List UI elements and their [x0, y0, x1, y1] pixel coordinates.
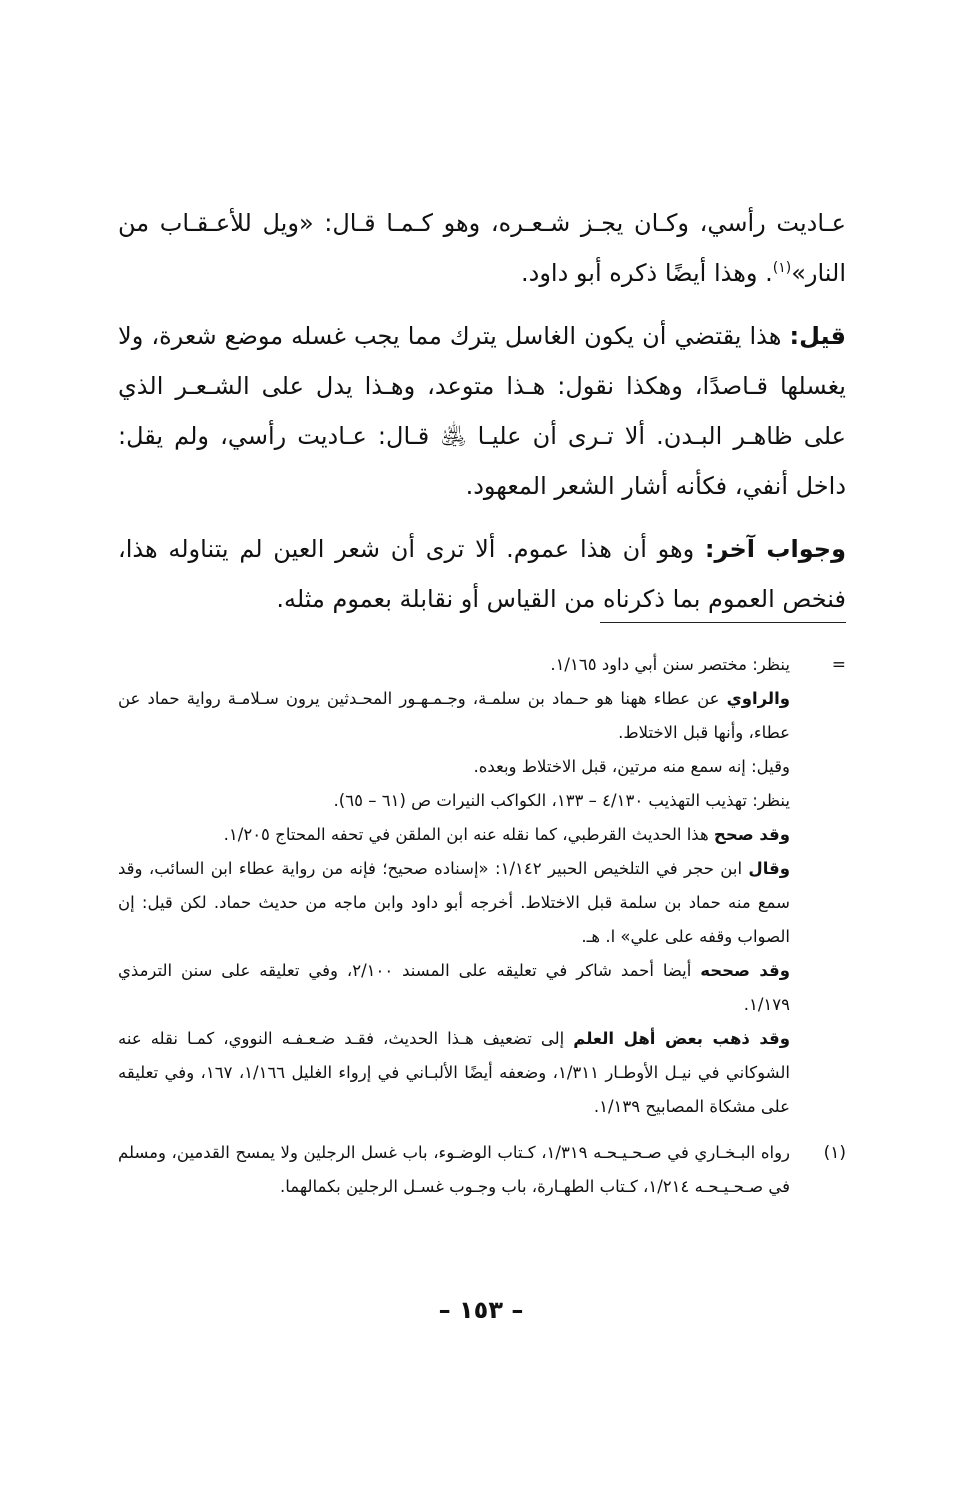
- footnote-line: [118, 818, 790, 852]
- footnote-line-lead: وقال: [748, 859, 790, 878]
- paragraph-1: [118, 198, 846, 298]
- paragraph-2: [118, 311, 846, 511]
- footnote-line: [118, 954, 790, 1022]
- paragraph-1-text: عـاديت رأسي، وكـان يجـز شـعـره، وهو كـمـا قـال: «ويل للأعـقـاب من النار»: [118, 209, 846, 287]
- paragraph-2-lead: قيل:: [789, 322, 846, 350]
- footnote-line: [118, 1022, 790, 1124]
- footnote-line-text: ابن حجر في التلخيص الحبير ١/١٤٢: «إسناده صحيح؛ فإنه من رواية عطاء ابن السائب، وقد سمع منه حماد بن سلمة قبل الاختلاط. أخرجه أبو داود وابن ماجه من حديث حماد. لكن قيل: إن الصواب وقفه على علي» ا. هـ.: [118, 859, 790, 946]
- footnote-line-lead: وقد ذهب بعض أهل العلم: [573, 1029, 790, 1048]
- footnote-line-text: ينظر: تهذيب التهذيب ٤/١٣٠ – ١٣٣، الكواكب النيرات ص (٦١ – ٦٥).: [333, 791, 790, 810]
- footnote-line-lead: وقد صححه: [700, 961, 790, 980]
- paragraph-3-lead: وجواب آخر:: [704, 535, 847, 563]
- footnote-line-lead: والراوي: [726, 689, 790, 708]
- paragraph-1-tail: . وهذا أيضًا ذكره أبو داود.: [521, 259, 773, 287]
- continuation-body: [118, 648, 790, 1124]
- footnote-line-text: أيضا أحمد شاكر في تعليقه على المسند ٢/١٠٠، وفي تعليقه على سنن الترمذي ١/١٧٩.: [118, 961, 790, 1014]
- footnote-line-text: هذا الحديث القرطبي، كما نقله عنه ابن الملقن في تحفه المحتاج ١/٢٠٥.: [223, 825, 714, 844]
- footnote-line-text: إلى تضعيف هـذا الحديث، فقـد ضـعـفـه النووي، كمـا نقله عنه الشوكاني في نيـل الأوطـار ١/٣١١، وضعفه أيضًا الألبـاني في إرواء الغليل ١/١٦٦، ١٦٧، وفي تعليقه على مشكاة المصابيح ١/١٣٩.: [118, 1029, 790, 1116]
- footnote-continuation: [118, 648, 846, 1124]
- footnote-ref-1[interactable]: (١): [772, 260, 792, 276]
- footnote-line: [118, 648, 790, 682]
- main-text: [118, 198, 846, 637]
- footnote-1-body: [118, 1136, 790, 1204]
- footnote-1: [118, 1136, 846, 1204]
- paragraph-3: [118, 524, 846, 624]
- footnote-1-marker: (١): [823, 1143, 846, 1163]
- footnote-separator: [600, 622, 846, 623]
- footnote-line-text: وقيل: إنه سمع منه مرتين، قبل الاختلاط وبعده.: [473, 757, 790, 776]
- continuation-marker: =: [831, 655, 846, 675]
- footnote-1-text: رواه البـخـاري في صـحـيـحـه ١/٣١٩، كـتاب الوضـوء، باب غسل الرجلين ولا يمسح القدمين، ومسلم في صـحـيـحـه ١/٢١٤، كـتاب الطهـارة، باب وجـوب غسـل الرجلين بكمالهما.: [118, 1143, 790, 1196]
- footnote-line: [118, 784, 790, 818]
- footnote-line: [118, 750, 790, 784]
- footnote-line-lead: وقد صحح: [713, 825, 790, 844]
- paragraph-3-text: وهو أن هذا عموم. ألا ترى أن شعر العين لم يتناوله هذا، فنخص العموم بما ذكرناه من القياس أو نقابلة بعموم مثله.: [118, 535, 846, 613]
- page-number: – ١٥٣ –: [438, 1296, 524, 1324]
- footnote-line: [118, 852, 790, 954]
- footnotes: [118, 648, 846, 1204]
- footnote-line-text: ينظر: مختصر سنن أبي داود ١/١٦٥.: [550, 655, 790, 674]
- footnote-line-text: عن عطاء ههنا هو حـماد بن سلمـة، وجـمـهـور المحـدثين يرون سـلامـة رواية حماد عن عطاء، وأنها قبل الاختلاط.: [118, 689, 790, 742]
- paragraph-2-text: هذا يقتضي أن يكون الغاسل يترك مما يجب غسله موضع شعرة، ولا يغسلها قـاصدًا، وهكذا نقول: هـذا متوعد، وهـذا يدل على الشـعـر الذي على ظاهـر البـدن. ألا تـرى أن عليـا ﵁ قـال: عـاديت رأسي، ولم يقل: داخل أنفي، فكأنه أشار الشعر المعهود.: [118, 322, 846, 500]
- footnote-line: [118, 682, 790, 750]
